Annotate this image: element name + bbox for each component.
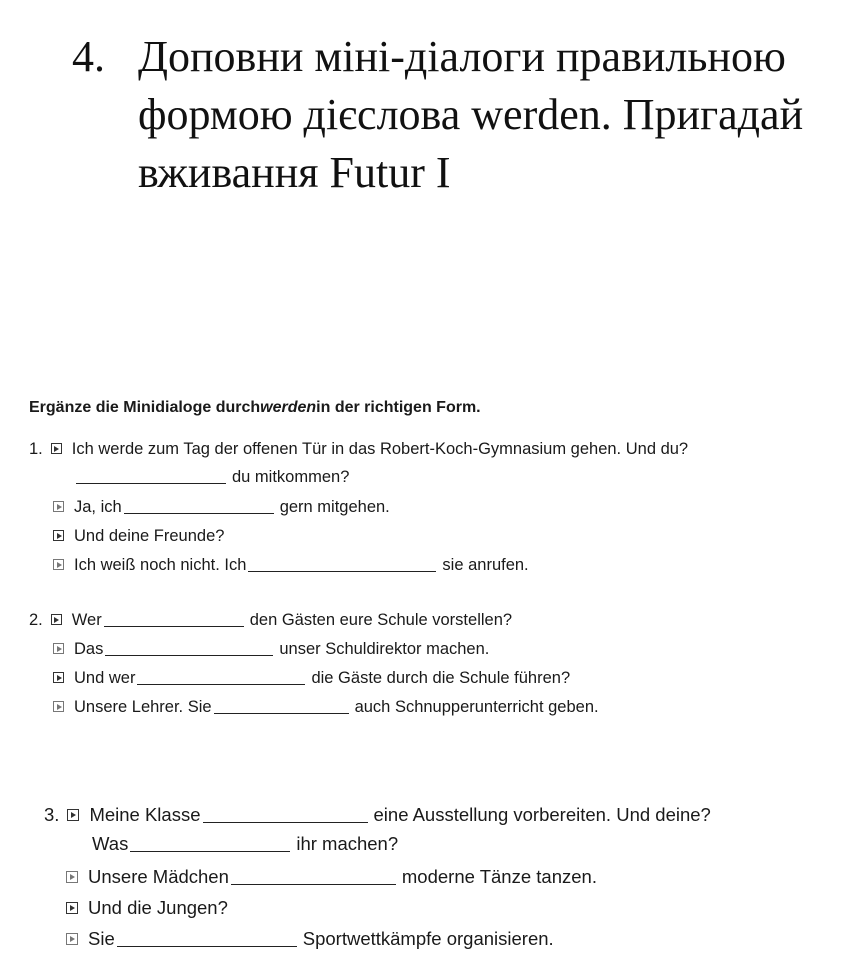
exercise-1-line-4 [53,525,224,546]
line-text: Was [92,833,129,855]
line-text: Und die Jungen? [88,897,228,919]
line-text: Ich werde zum Tag der offenen Tür in das Robert-Koch-Gymnasium gehen. Und du? [71,439,689,458]
speaker-icon [51,443,62,454]
exercise-3-line-5 [66,928,554,949]
line-text-after: Sportwettkämpfe organisieren. [302,928,554,950]
line-text-after: die Gäste durch die Schule führen? [311,668,571,687]
exercise-2-line-4 [53,696,599,717]
line-text: Meine Klasse [89,804,201,826]
task-text: Доповни міні-діалоги правильною формою дієслова werden. Пригадай вживання Futur I [138,32,804,197]
exercise-1-line-3 [53,496,390,517]
answer-blank[interactable] [231,870,396,885]
line-text: Und deine Freunde? [74,526,225,545]
line-text: Ja, ich [74,497,122,516]
line-text-after: eine Ausstellung vorbereiten. Und deine? [373,804,711,826]
answer-blank[interactable] [203,808,368,823]
line-text-after: gern mitgehen. [279,497,390,516]
instruction [29,398,481,418]
exercise-1-line-2 [76,466,349,487]
instruction-emph: werden [260,399,317,416]
line-text: Unsere Mädchen [88,866,229,888]
exercise-2-line-2 [53,638,489,659]
speaker-icon [53,672,64,683]
instruction-after: in der richtigen Form. [316,399,481,416]
exercise-2-line-3 [53,667,570,688]
line-text-after: den Gästen eure Schule vorstellen? [249,610,513,629]
exercise-3-line-3 [66,866,597,887]
speaker-icon [53,643,64,654]
exercise-3-line-2 [92,833,398,854]
exercise-1-line-1 [29,438,688,459]
answer-blank[interactable] [137,670,305,685]
line-text: Ich weiß noch nicht. Ich [74,555,247,574]
speaker-icon [51,614,62,625]
line-text: Unsere Lehrer. Sie [74,697,212,716]
speaker-icon [66,933,78,945]
line-text-after: du mitkommen? [232,467,350,486]
line-text: Wer [71,610,102,629]
instruction-before: Ergänze die Minidialoge durch [29,399,261,416]
speaker-icon [53,559,64,570]
line-text-after: ihr machen? [296,833,399,855]
answer-blank[interactable] [248,557,436,572]
line-text: Und wer [74,668,136,687]
answer-blank[interactable] [214,699,349,714]
line-text-after: moderne Tänze tanzen. [401,866,597,888]
exercise-3-line-4 [66,897,228,918]
line-text: Das [74,639,104,658]
answer-blank[interactable] [105,641,273,656]
line-text-after: unser Schuldirektor machen. [279,639,490,658]
answer-blank[interactable] [104,612,244,627]
answer-blank[interactable] [76,469,226,484]
task-heading [72,28,852,202]
exercise-number: 1. [29,439,43,458]
line-text-after: auch Schnupperunterricht geben. [354,697,599,716]
answer-blank[interactable] [117,932,297,947]
exercise-number: 2. [29,610,43,629]
speaker-icon [66,902,78,914]
speaker-icon [53,701,64,712]
speaker-icon [53,501,64,512]
task-number: 4. [72,32,105,81]
answer-blank[interactable] [130,837,290,852]
exercise-2-line-1 [29,609,512,630]
speaker-icon [53,530,64,541]
speaker-icon [67,809,79,821]
line-text-after: sie anrufen. [442,555,529,574]
exercise-number: 3. [44,804,60,826]
line-text: Sie [88,928,115,950]
answer-blank[interactable] [124,499,274,514]
exercise-1-line-5 [53,554,529,575]
exercise-3-line-1 [44,804,711,825]
speaker-icon [66,871,78,883]
